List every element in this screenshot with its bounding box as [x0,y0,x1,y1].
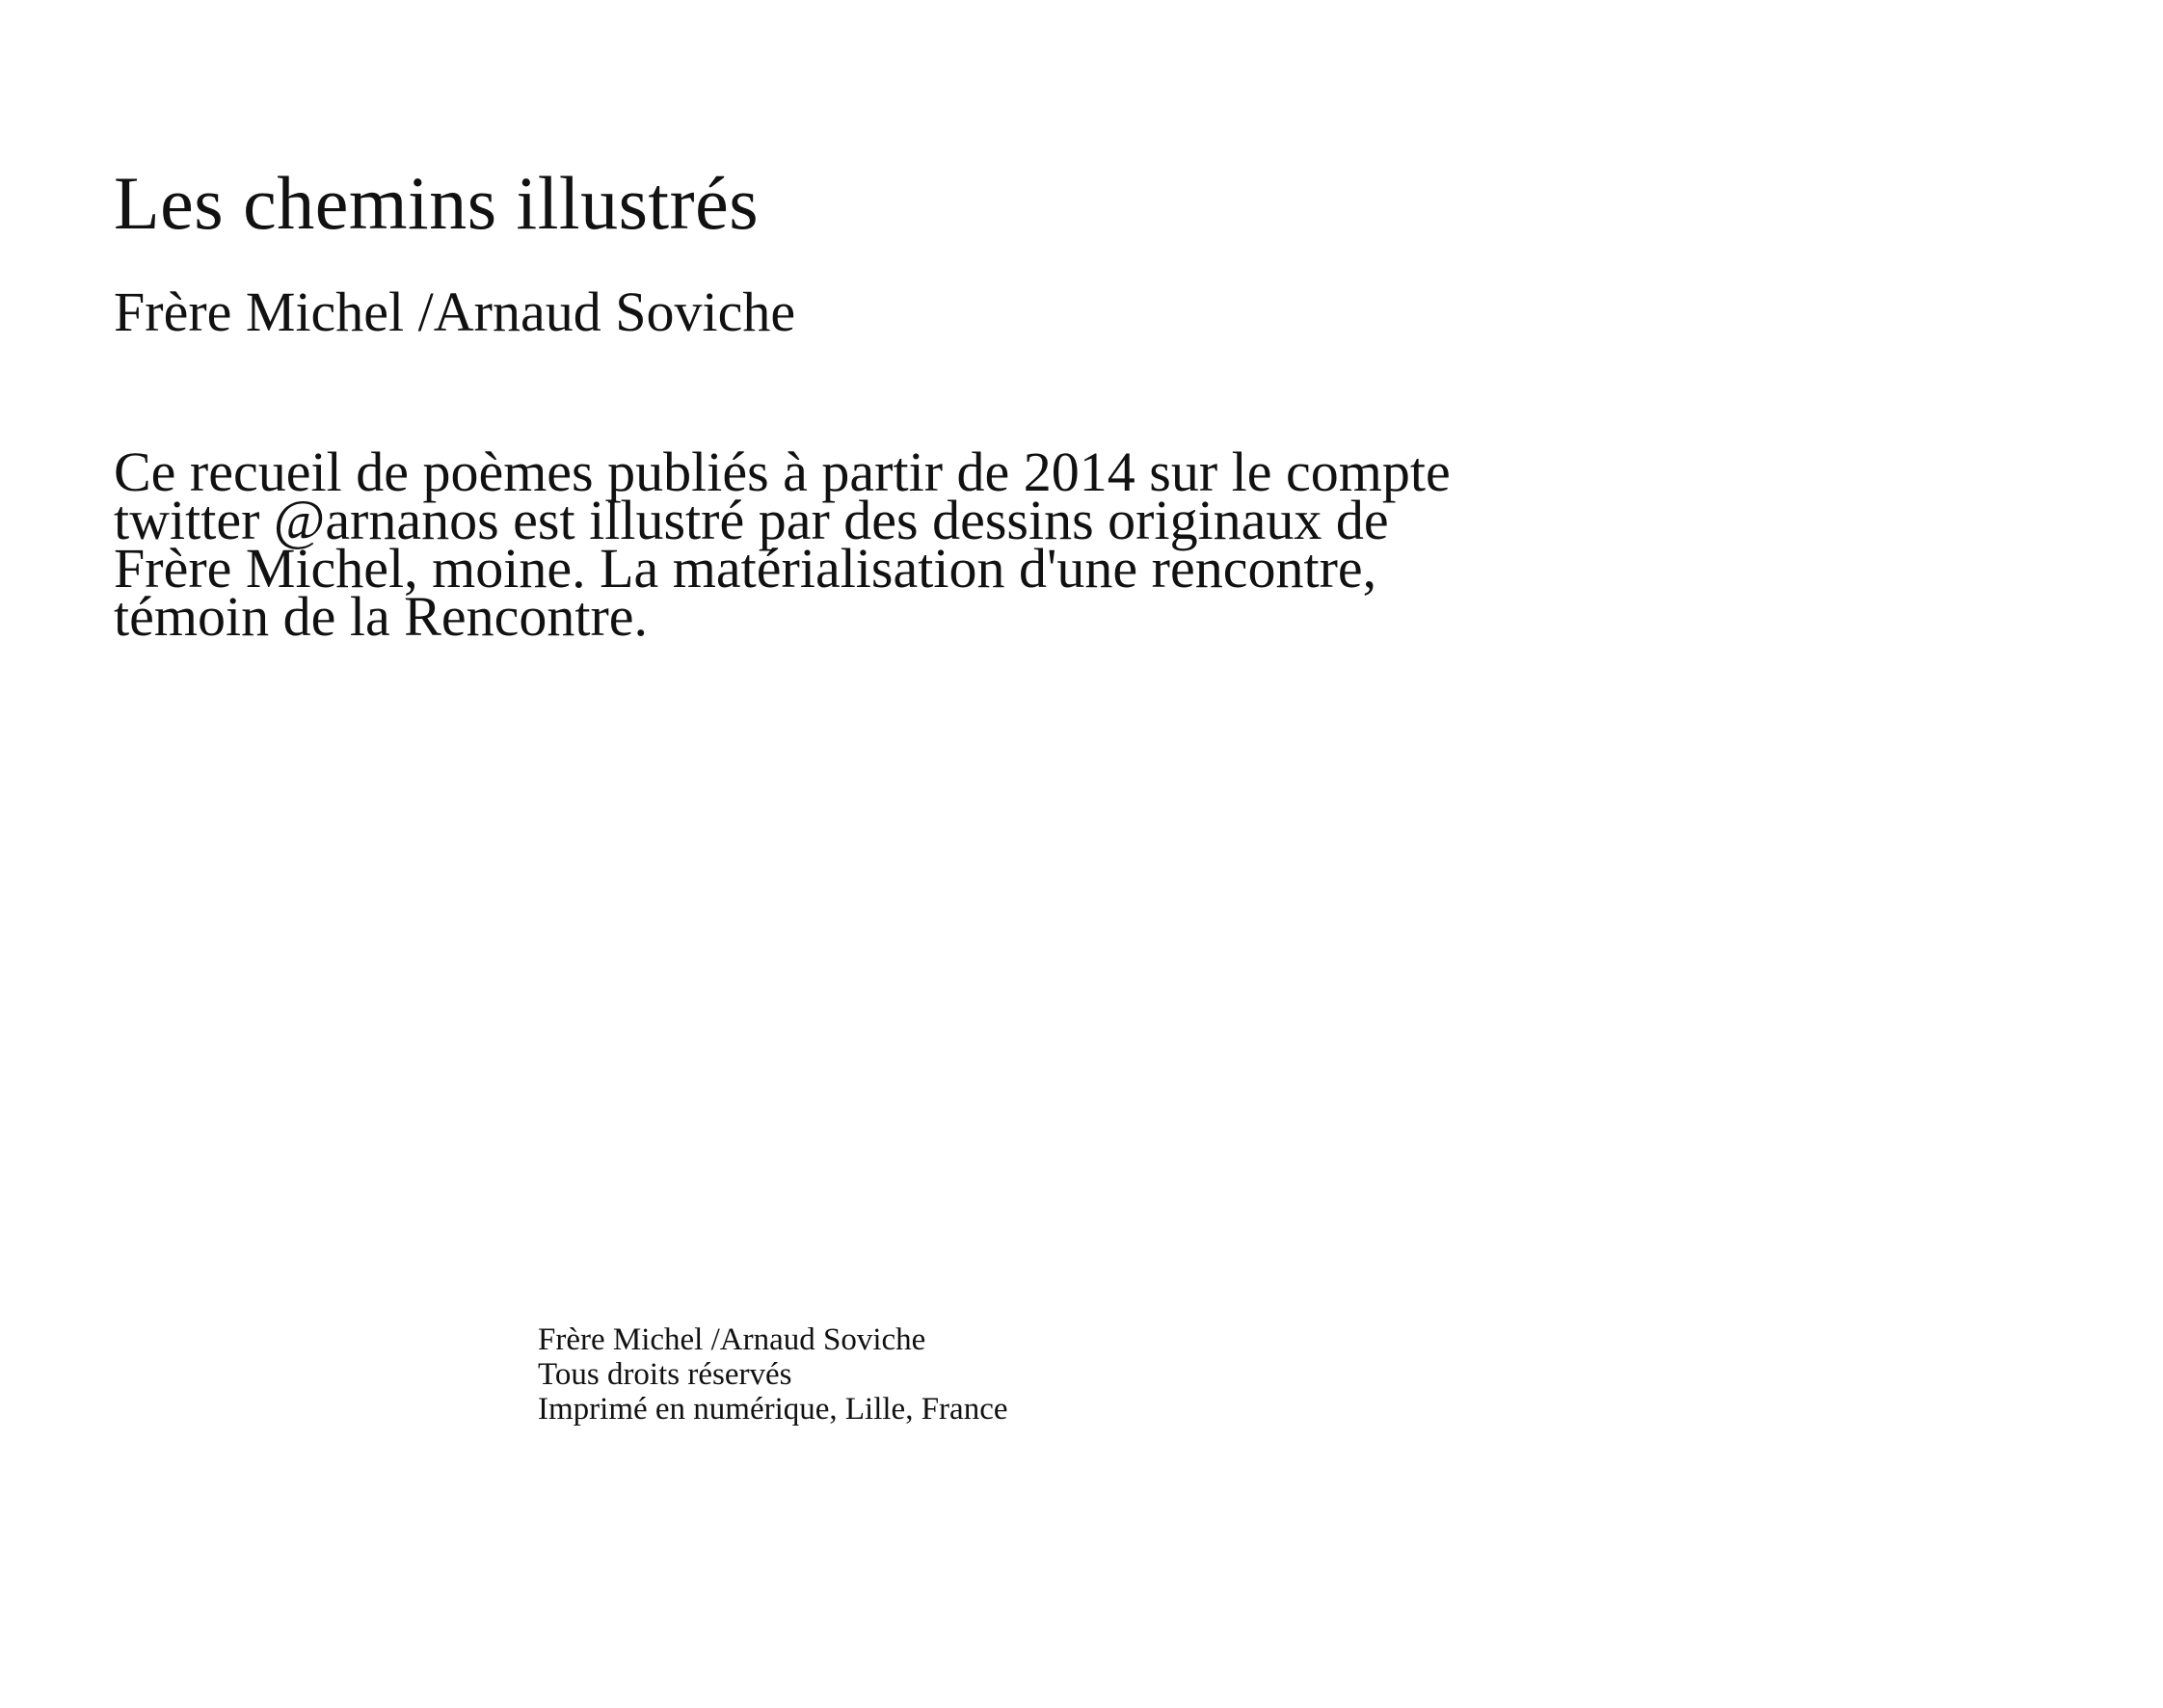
imprint-rights: Tous droits réservés [538,1357,792,1392]
book-authors: Frère Michel /Arnaud Soviche [114,280,796,343]
description-line: témoin de la Rencontre. [114,585,649,648]
imprint-printing: Imprimé en numérique, Lille, France [538,1392,1008,1427]
description-line: twitter @arnanos est illustré par des dessins originaux de [114,489,1389,551]
imprint-block [538,1322,1008,1427]
imprint-authors: Frère Michel /Arnaud Soviche [538,1322,926,1357]
description-line: Ce recueil de poèmes publiés à partir de 2014 sur le compte [114,440,1451,503]
description-line: Frère Michel, moine. La matérialisation d'une rencontre, [114,537,1377,600]
book-description [114,440,1675,648]
book-title: Les chemins illustrés [114,161,760,245]
